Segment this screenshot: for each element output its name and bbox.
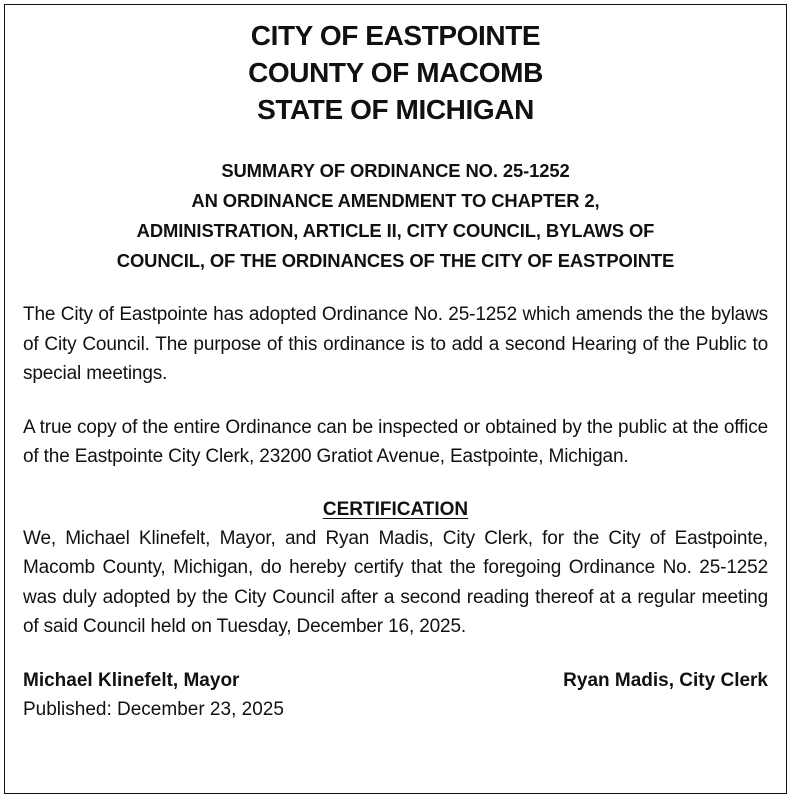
certification-paragraph: We, Michael Klinefelt, Mayor, and Ryan Madis, City Clerk, for the City of Eastpointe, Macomb County, Michigan, do hereby certify that the foregoing Ordinance No. 25-1252 was duly adopted by the City Council after a second reading thereof at a regular meeting of said Council held on Tuesday, December 16, 2025. bbox=[23, 527, 768, 637]
summary-title: SUMMARY OF ORDINANCE NO. 25-1252 bbox=[221, 160, 570, 181]
signature-row bbox=[23, 666, 768, 695]
summary-line-4: COUNCIL, OF THE ORDINANCES OF THE CITY OF EASTPOINTE bbox=[116, 250, 675, 271]
header-county: COUNTY OF MACOMB bbox=[248, 57, 543, 88]
certification-title-text: CERTIFICATION bbox=[322, 498, 469, 520]
inspection-paragraph: A true copy of the entire Ordinance can be inspected or obtained by the public at the office of the Eastpointe City Clerk, 23200 Gratiot Avenue, Eastpointe, Michigan. bbox=[23, 416, 768, 467]
certification-title bbox=[23, 496, 768, 524]
notice-header bbox=[23, 17, 768, 128]
ordinance-summary-heading bbox=[23, 156, 768, 276]
summary-line-3: ADMINISTRATION, ARTICLE II, CITY COUNCIL, BYLAWS OF bbox=[136, 220, 655, 241]
published-date: Published: December 23, 2025 bbox=[23, 698, 284, 720]
mayor-signature: Michael Klinefelt, Mayor bbox=[23, 669, 240, 691]
clerk-signature: Ryan Madis, City Clerk bbox=[563, 669, 768, 691]
adoption-paragraph: The City of Eastpointe has adopted Ordinance No. 25-1252 which amends the the bylaws of City Council. The purpose of this ordinance is to add a second Hearing of the Public to special meetings. bbox=[23, 304, 768, 384]
public-notice bbox=[4, 4, 787, 794]
header-city: CITY OF EASTPOINTE bbox=[250, 20, 541, 51]
header-state: STATE OF MICHIGAN bbox=[257, 94, 534, 125]
summary-line-2: AN ORDINANCE AMENDMENT TO CHAPTER 2, bbox=[191, 190, 600, 211]
